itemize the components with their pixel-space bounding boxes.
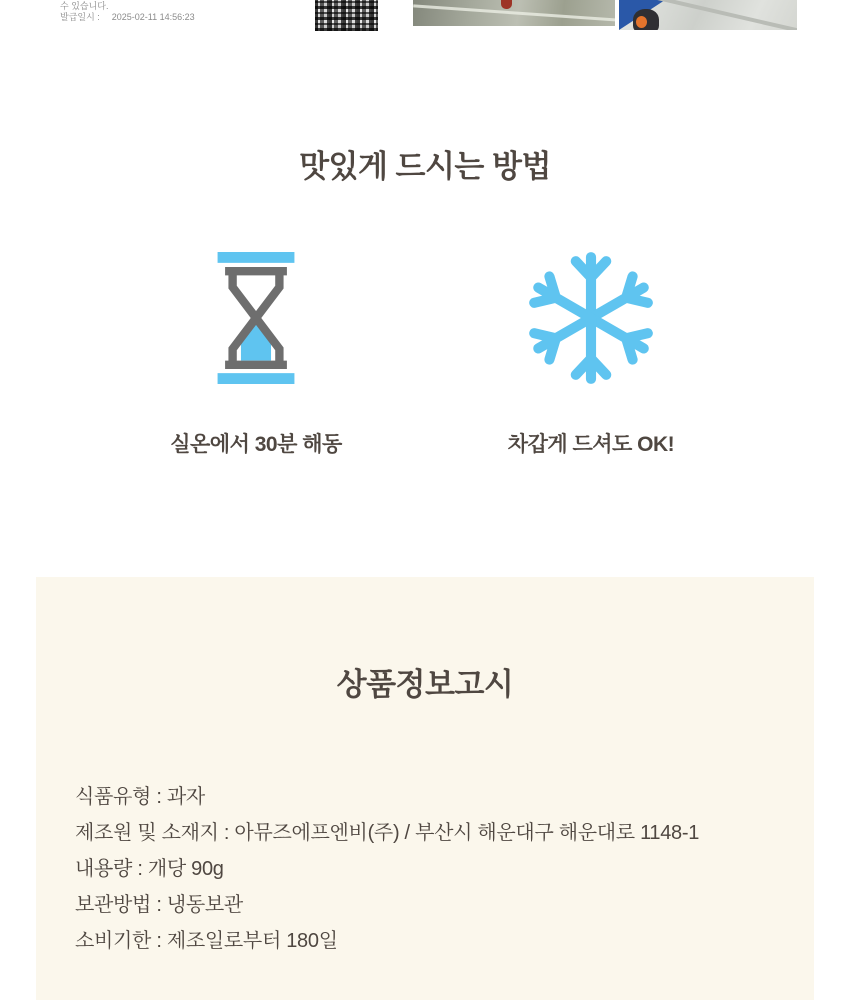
notice-row-net-weight: 내용량 : 개당 90g <box>75 858 224 880</box>
notice-row-shelf-life: 소비기한 : 제조일로부터 180일 <box>75 930 338 952</box>
document-issue-datetime: 2025-02-11 14:56:23 <box>111 12 195 22</box>
factory-photo-2 <box>619 0 797 30</box>
qr-code <box>315 0 378 31</box>
orange-nozzle <box>636 16 647 28</box>
serving-caption-cold: 차갑게 드셔도 OK! <box>507 433 675 456</box>
notice-row-food-type: 식품유형 : 과자 <box>75 786 205 808</box>
product-notice-box <box>36 577 814 1000</box>
hourglass-icon <box>214 252 298 384</box>
product-notice-title: 상품정보고시 <box>336 667 514 702</box>
floor-glint <box>413 4 615 22</box>
certificate-document-snippet <box>60 1 195 23</box>
table-edge <box>648 0 797 30</box>
document-issue-label: 발급일시 : <box>60 12 100 22</box>
notice-row-manufacturer: 제조원 및 소재지 : 아뮤즈에프엔비(주) / 부산시 해운대구 해운대로 1148-1 <box>75 822 700 844</box>
red-object <box>501 0 512 9</box>
serving-caption-defrost: 실온에서 30분 해동 <box>170 433 342 456</box>
product-notice-rows <box>75 787 699 952</box>
spray-bottle <box>633 9 659 30</box>
serving-section-title: 맛있게 드시는 방법 <box>299 149 551 184</box>
serving-item-cold <box>421 235 761 458</box>
serving-item-defrost <box>86 235 426 458</box>
document-text-line: 수 있습니다. <box>60 1 109 11</box>
snowflake-icon <box>520 247 662 389</box>
factory-photo-1 <box>413 0 615 26</box>
notice-row-storage: 보관방법 : 냉동보관 <box>75 894 243 916</box>
